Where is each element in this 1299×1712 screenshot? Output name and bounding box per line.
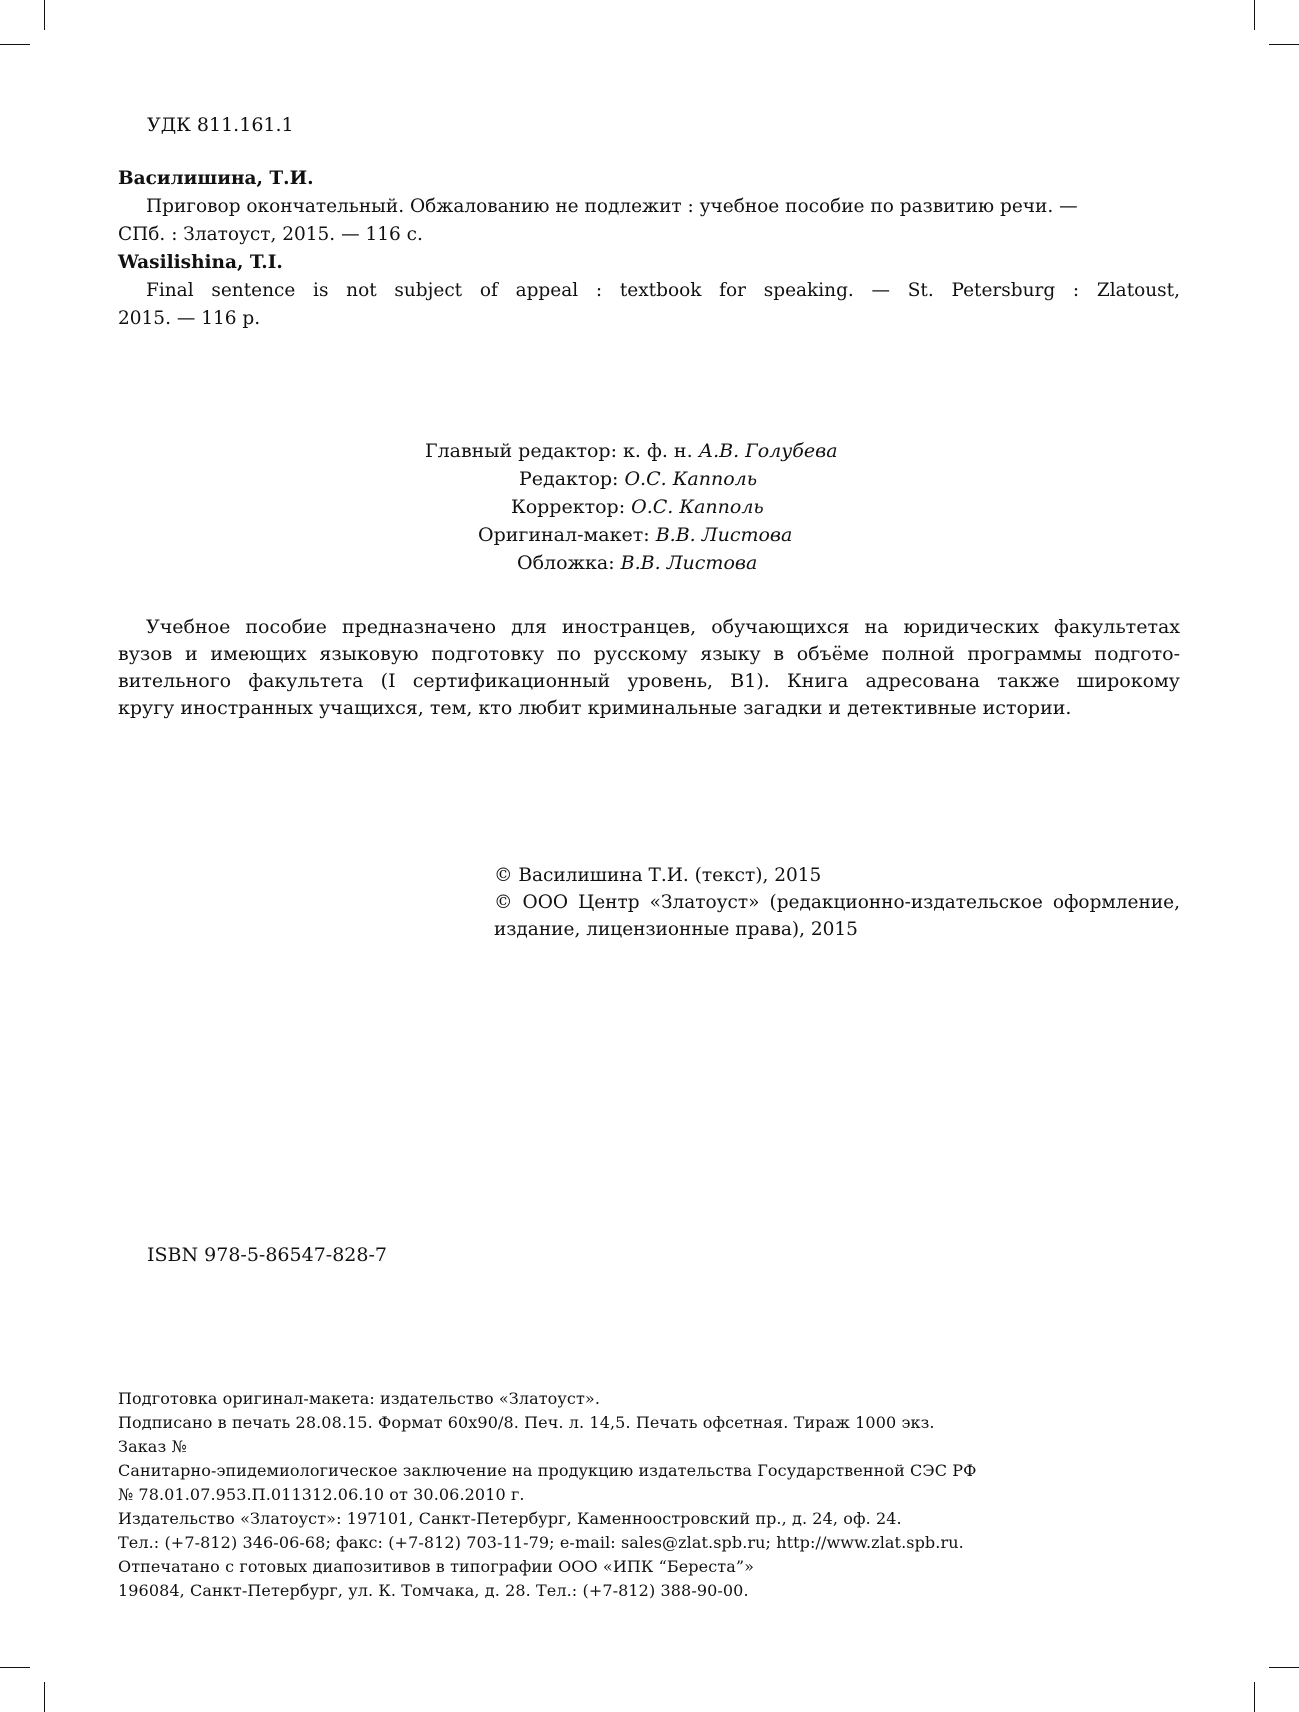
- copyright-line: © Василишина Т.И. (текст), 2015: [494, 865, 822, 886]
- copyright-block: [494, 862, 1180, 943]
- udk-code: УДК 811.161.1: [147, 114, 294, 136]
- crop-mark-top-right-vertical: [1254, 0, 1255, 30]
- crop-mark-bottom-right-vertical: [1254, 1682, 1255, 1712]
- credit-role: Обложка:: [517, 552, 621, 574]
- imprint-line: Издательство «Златоуст»: 197101, Санкт-Петербург, Каменноостровский пр., д. 24, оф. 24.: [118, 1509, 902, 1528]
- ru-description-line-1: Приговор окончательный. Обжалованию не подлежит : учебное пособие по развитию речи. —: [146, 196, 1078, 217]
- crop-mark-bottom-left-vertical: [44, 1682, 45, 1712]
- crop-mark-bottom-right-horizontal: [1269, 1667, 1299, 1668]
- credit-name: В.В. Листова: [655, 524, 793, 546]
- credit-role: Корректор:: [511, 496, 632, 518]
- credit-layout: [478, 521, 792, 549]
- credit-editor: [519, 465, 757, 493]
- annotation: [118, 614, 1180, 722]
- isbn: ISBN 978-5-86547-828-7: [147, 1244, 387, 1266]
- imprint-line: Заказ №: [118, 1437, 187, 1456]
- en-author: Wasilishina, T.I.: [118, 252, 283, 273]
- ru-description-line-2: СПб. : Златоуст, 2015. — 116 с.: [118, 224, 423, 245]
- annotation-line: вительного факультета (I сертификационный уровень, В1). Книга адресована также широкому: [118, 670, 1180, 692]
- imprint-line: Отпечатано с готовых диапозитивов в типографии ООО «ИПК “Береста”»: [118, 1557, 755, 1576]
- annotation-line: Учебное пособие предназначено для иностранцев, обучающихся на юридических факультетах: [146, 616, 1180, 638]
- credit-chief-editor: [425, 437, 838, 465]
- en-description-line-2: 2015. — 116 p.: [118, 308, 261, 329]
- ru-author: Василишина, Т.И.: [118, 168, 314, 189]
- credit-name: О.С. Капполь: [624, 468, 758, 490]
- credit-role: Главный редактор: к. ф. н.: [425, 440, 699, 462]
- imprint-line: Санитарно-эпидемиологическое заключение на продукцию издательства Государственной СЭС РФ: [118, 1461, 977, 1480]
- credit-name: В.В. Листова: [620, 552, 758, 574]
- crop-mark-top-left-vertical: [44, 0, 45, 30]
- annotation-line: вузов и имеющих языковую подготовку по русскому языку в объёме полной программы подгото-: [118, 643, 1180, 665]
- crop-mark-top-left-horizontal: [0, 44, 30, 45]
- credit-proofreader: [511, 493, 764, 521]
- imprint-block: [118, 1387, 1180, 1603]
- imprint-line: Подготовка оригинал-макета: издательство «Златоуст».: [118, 1389, 601, 1408]
- credit-cover: [517, 549, 757, 577]
- imprint-line: Подписано в печать 28.08.15. Формат 60х90/8. Печ. л. 14,5. Печать офсетная. Тираж 1000 экз.: [118, 1413, 935, 1432]
- credit-name: О.С. Капполь: [631, 496, 764, 518]
- imprint-line: 196084, Санкт-Петербург, ул. К. Томчака, д. 28. Тел.: (+7-812) 388-90-00.: [118, 1581, 749, 1600]
- bibliographic-record: [118, 165, 1180, 333]
- copyright-line: © ООО Центр «Златоуст» (редакционно-издательское оформление,: [494, 892, 1180, 913]
- credit-role: Оригинал-макет:: [478, 524, 656, 546]
- credit-role: Редактор:: [519, 468, 625, 490]
- en-description-line-1: Final sentence is not subject of appeal : textbook for speaking. — St. Petersburg : Zlatoust,: [146, 280, 1180, 301]
- imprint-line: № 78.01.07.953.П.011312.06.10 от 30.06.2010 г.: [118, 1485, 525, 1504]
- annotation-line: кругу иностранных учащихся, тем, кто любит криминальные загадки и детективные истории.: [118, 697, 1072, 719]
- crop-mark-top-right-horizontal: [1269, 44, 1299, 45]
- copyright-line: издание, лицензионные права), 2015: [494, 919, 858, 940]
- crop-mark-bottom-left-horizontal: [0, 1667, 30, 1668]
- credit-name: А.В. Голубева: [698, 440, 838, 462]
- imprint-line: Тел.: (+7-812) 346-06-68; факс: (+7-812) 703-11-79; e-mail: sales@zlat.spb.ru; http://www.zlat.spb.ru.: [118, 1533, 964, 1552]
